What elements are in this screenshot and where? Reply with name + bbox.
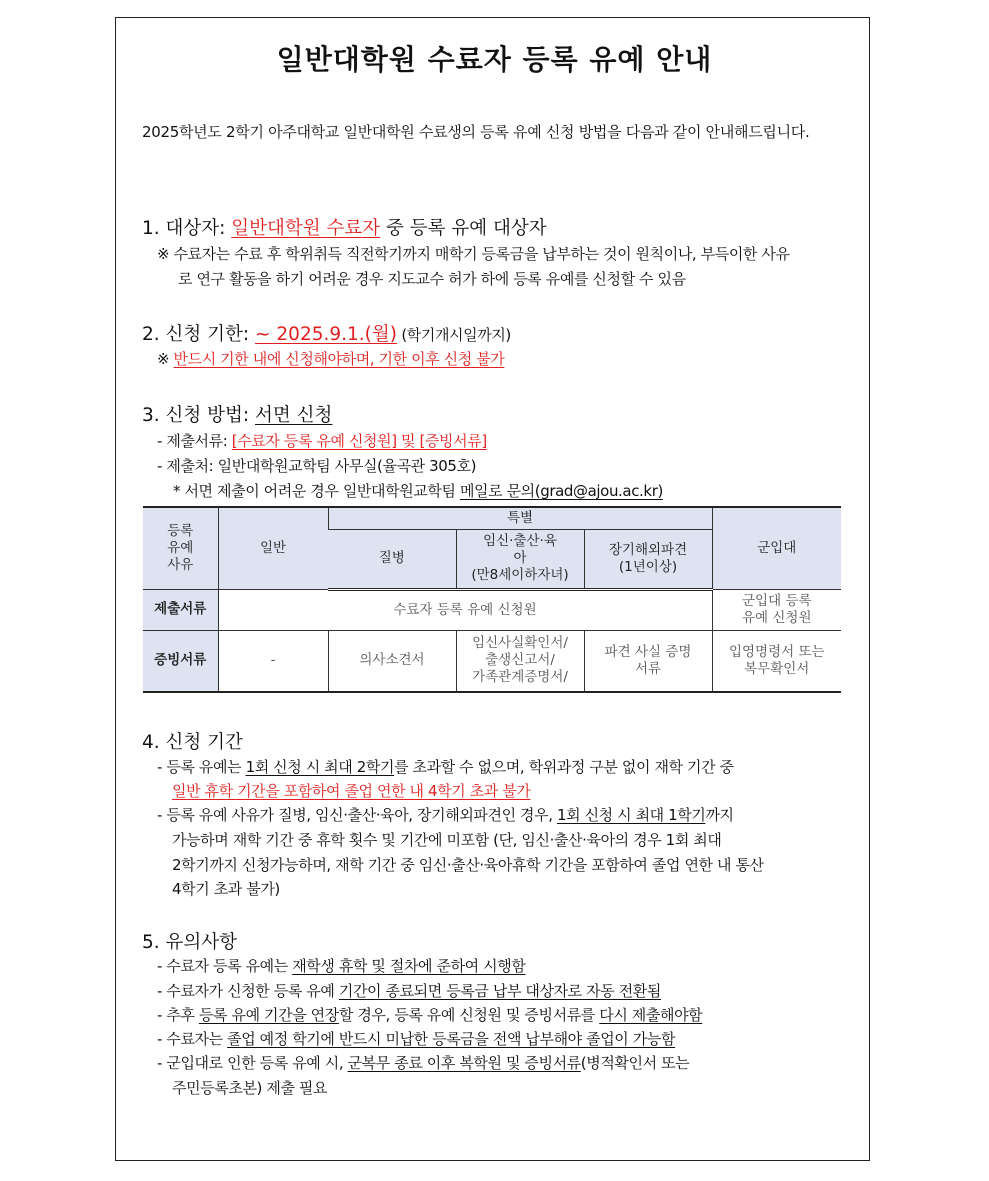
deadline-highlight: ~ 2025.9.1.(월) xyxy=(255,324,397,345)
section-2-note: ※ 반드시 기한 내에 신청해야하며, 기한 이후 신청 불가 xyxy=(157,350,505,368)
header-general: 일반 xyxy=(218,507,328,589)
section-4-bullet2-line2: 가능하며 재학 기간 중 휴학 횟수 및 기간에 미포함 (단, 임신·출산·육아의 경우 1회 최대 xyxy=(172,831,722,849)
note-4: - 수료자는 졸업 예정 학기에 반드시 미납한 등록금을 전액 납부해야 졸업이 가능함 xyxy=(157,1030,676,1048)
section-4-bullet1-line2: 일반 휴학 기간을 포함하여 졸업 연한 내 4학기 초과 불가 xyxy=(172,782,531,800)
header-pregnancy: 임신·출산·육 아 (만8세이하자녀) xyxy=(456,529,584,589)
header-illness: 질병 xyxy=(328,529,456,589)
page-title: 일반대학원 수료자 등록 유예 안내 xyxy=(276,43,713,76)
section-4-heading: 4. 신청 기간 xyxy=(142,732,243,753)
note-3: - 추후 등록 유예 기간을 연장할 경우, 등록 유예 신청원 및 증빙서류를 다시 제출해야함 xyxy=(157,1006,703,1024)
header-reason: 등록 유예 사유 xyxy=(143,507,218,589)
intro-paragraph: 2025학년도 2학기 아주대학교 일반대학원 수료생의 등록 유예 신청 방법을 다음과 같이 안내해드립니다. xyxy=(142,123,810,141)
section-1-note-line1: ※ 수료자는 수료 후 학위취득 직전학기까지 매학기 등록금을 납부하는 것이 원칙이나, 부득이한 사유 xyxy=(157,245,790,263)
note-1: - 수료자 등록 유예는 재학생 휴학 및 절차에 준하여 시행함 xyxy=(157,957,526,975)
email-link[interactable]: 메일로 문의(grad@ajou.ac.kr) xyxy=(459,482,663,500)
section-5-heading: 5. 유의사항 xyxy=(142,932,238,953)
cell-pregnancy-evidence: 임신사실확인서/ 출생신고서/ 가족관계증명서/ xyxy=(456,630,584,692)
section-4-bullet2-line3: 2학기까지 신청가능하며, 재학 기간 중 임신·출산·육아휴학 기간을 포함하여 졸업 연한 내 통산 xyxy=(172,856,764,874)
note-5-line1: - 군입대로 인한 등록 유예 시, 군복무 종료 이후 복학원 및 증빙서류(병적확인서 또는 xyxy=(157,1054,690,1072)
section-3-docs: - 제출서류: [수료자 등록 유예 신청원] 및 [증빙서류] xyxy=(157,432,487,450)
cell-military-form: 군입대 등록 유예 신청원 xyxy=(712,589,841,630)
section-4-bullet2-line1: - 등록 유예 사유가 질병, 임신·출산·육아, 장기해외파견인 경우, 1회 신청 시 최대 1학기까지 xyxy=(157,806,734,824)
target-highlight: 일반대학원 수료자 xyxy=(231,218,381,239)
header-abroad: 장기해외파견 (1년이상) xyxy=(584,529,712,589)
cell-abroad-evidence: 파견 사실 증명 서류 xyxy=(584,630,712,692)
section-1-note-line2: 로 연구 활동을 하기 어려운 경우 지도교수 허가 하에 등록 유예를 신청할 수 있음 xyxy=(178,270,686,288)
row-label-documents: 제출서류 xyxy=(143,589,218,630)
row-label-evidence: 증빙서류 xyxy=(143,630,218,692)
section-4-bullet2-line4: 4학기 초과 불가) xyxy=(172,880,280,898)
section-3-place: - 제출처: 일반대학원교학팀 사무실(율곡관 305호) xyxy=(157,457,477,475)
cell-general-evidence: - xyxy=(218,630,328,692)
requirements-table xyxy=(143,506,841,693)
note-5-line2: 주민등록초본) 제출 필요 xyxy=(172,1079,328,1097)
section-4-bullet1-line1: - 등록 유예는 1회 신청 시 최대 2학기를 초과할 수 없으며, 학위과정 구분 없이 재학 기간 중 xyxy=(157,758,734,776)
section-1-heading: 1. 대상자: 일반대학원 수료자 중 등록 유예 대상자 xyxy=(142,218,547,239)
section-3-email: * 서면 제출이 어려운 경우 일반대학원교학팀 메일로 문의(grad@ajou.ac.kr) xyxy=(173,482,663,500)
method-underlined: 서면 신청 xyxy=(255,405,333,426)
header-military: 군입대 xyxy=(712,507,841,589)
cell-common-form: 수료자 등록 유예 신청원 xyxy=(218,589,712,630)
note-2: - 수료자가 신청한 등록 유예 기간이 종료되면 등록금 납부 대상자로 자동 전환됨 xyxy=(157,982,661,1000)
header-special: 특별 xyxy=(328,507,712,529)
section-3-heading: 3. 신청 방법: 서면 신청 xyxy=(142,405,333,426)
cell-illness-evidence: 의사소견서 xyxy=(328,630,456,692)
section-2-heading: 2. 신청 기한: ~ 2025.9.1.(월) (학기개시일까지) xyxy=(142,324,511,345)
cell-military-evidence: 입영명령서 또는 복무확인서 xyxy=(712,630,841,692)
